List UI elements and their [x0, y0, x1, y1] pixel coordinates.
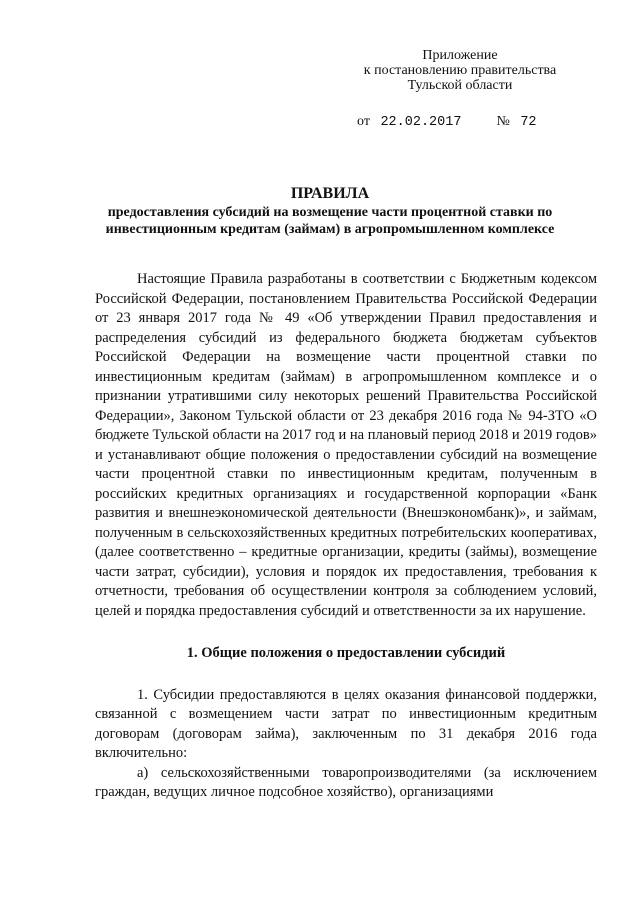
- document-title: [100, 185, 560, 238]
- title-subtitle: предоставления субсидий на возмещение части процентной ставки по инвестиционным кредитам (займам) в агропромышленном комплексе: [105, 205, 555, 237]
- decree-date-prefix: от: [357, 114, 370, 129]
- decree-date-number: [357, 114, 537, 130]
- title-main: ПРАВИЛА: [290, 185, 370, 202]
- intro-paragraph: Настоящие Правила разработаны в соответствии с Бюджетным кодексом Российской Федерации, постановлением Правительства Российской Федерации от 23 января 2017 года № 49 «Об утверждении Правил предоставления и распределения субсидий из федерального бюджета бюджетам субъектов Российской Федерации на возмещение части процентной ставки по инвестиционным кредитам (займам) в агропромышленном комплексе и о признании утратившими силу некоторых решений Правительства Российской Федерации», Законом Тульской области от 23 декабря 2016 года № 94-ЗТО «О бюджете Тульской области на 2017 год и на плановый период 2018 и 2019 годов» и устанавливают общие положения о предоставлении субсидий на возмещение части процентной ставки по инвестиционным кредитам, полученным в российских кредитных организациях и государственной корпорации «Банк развития и внешнеэкономической деятельности (Внешэкономбанк)», и займам, полученным в сельскохозяйственных кредитных потребительских кооперативах, (далее соответственно – кредитные организации, кредиты (займы), возмещение части затрат, субсидии), условия и порядок их предоставления, требования к отчетности, требования об осуществлении контроля за соблюдением условий, целей и порядка предоставления субсидий и ответственности за их нарушение.: [95, 271, 597, 619]
- section-1-item-1: 1. Субсидии предоставляются в целях оказания финансовой поддержки, связанной с возмещением части затрат по инвестиционным кредитным договорам (договорам займа), заключенным по 31 декабря 2016 года включительно:: [95, 686, 597, 761]
- section-1-heading: 1. Общие положения о предоставлении субсидий: [186, 645, 506, 661]
- approval-stamp: [360, 48, 560, 93]
- document-body: [95, 270, 597, 803]
- approval-line-2: к постановлению правительства: [363, 63, 557, 78]
- decree-number: 72: [520, 115, 537, 130]
- approval-line-3: Тульской области: [407, 78, 513, 93]
- section-1-item-a: а) сельскохозяйственными товаропроизводителями (за исключением граждан, ведущих личное подсобное хозяйство), организациями: [95, 764, 597, 800]
- approval-line-1: Приложение: [422, 48, 498, 63]
- decree-date: 22.02.2017: [380, 115, 462, 130]
- decree-number-sign: №: [496, 114, 510, 129]
